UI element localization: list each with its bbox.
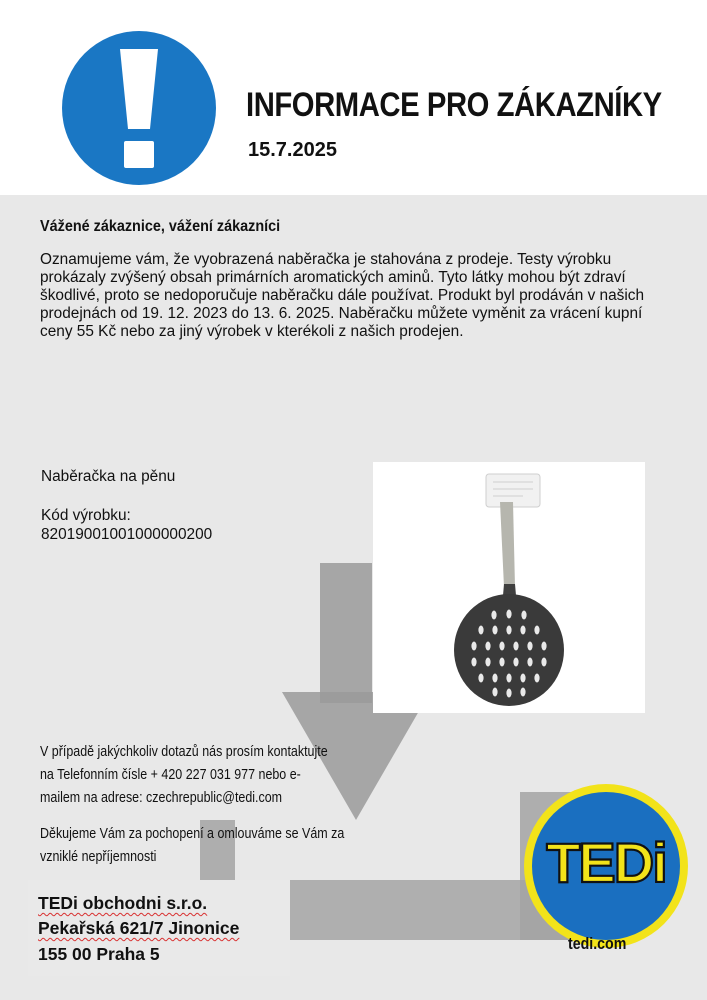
notice-date: 15.7.2025 — [248, 139, 337, 161]
logo-wordmark: TEDi — [546, 831, 666, 894]
contact-info: V případě jakýchkoliv dotazů nás prosím kontaktujte na Telefonním čísle + 420 227 031 977 nebo e-mailem na adrese: czechrepublic@tedi.com — [40, 744, 328, 806]
product-code-label: Kód výrobku: — [41, 507, 131, 524]
company-street: Pekařská 621/7 Jinonice — [38, 918, 240, 938]
company-name: TEDi obchodni s.r.o. — [38, 893, 208, 913]
product-photo — [373, 462, 645, 713]
product-code-value: 82019001001000000200 — [41, 526, 213, 543]
salutation: Vážené zákaznice, vážení zákazníci — [40, 218, 281, 235]
recall-notice-text: Oznamujeme vám, že vyobrazená naběračka je stahována z prodeje. Testy výrobku prokázaly zvýšený obsah primárních aromatických aminů. Tyto látky mohou být zdraví škodlivé, proto se nedoporučuje naběračku dále používat. Produkt byl prodáván v našich prodejnách od 19. 12. 2023 do 13. 6. 2025. Naběračku můžete vyměnit za vrácení kupní ceny 55 Kč nebo za jiný výrobek v kterékoli z našich prodejen. — [40, 251, 645, 340]
apology-text: Děkujeme Vám za pochopení a omlouváme se Vám za vzniklé nepříjemnosti — [40, 826, 345, 865]
skimmer-ladle-image — [373, 462, 645, 713]
tedi-url: tedi.com — [568, 935, 627, 953]
company-city: 155 00 Praha 5 — [38, 944, 160, 964]
tedi-logo — [520, 780, 692, 952]
page-title: INFORMACE PRO ZÁKAZNÍKY — [246, 86, 662, 124]
product-name: Naběračka na pěnu — [41, 468, 176, 485]
